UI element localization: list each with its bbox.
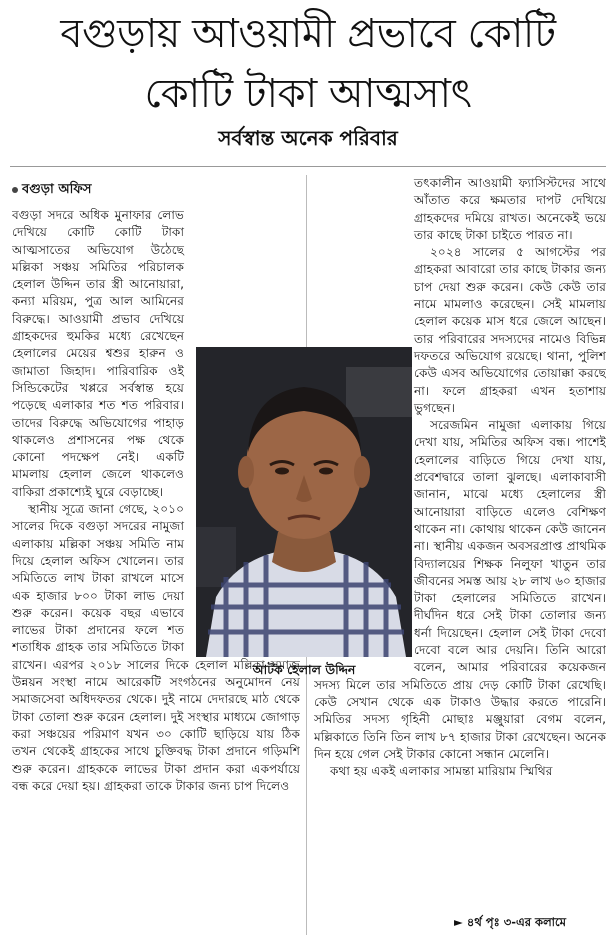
portrait-illustration <box>196 347 412 657</box>
top-divider <box>10 166 606 167</box>
portrait-photo <box>196 347 412 657</box>
bullet-icon <box>12 187 18 193</box>
right-paragraph-2: ২০২৪ সালের ৫ আগস্টের পর গ্রাহকরা আবারো তার কাছে টাকার জন্য চাপ দেয়া শুরু করেন। কেউ কেউ তার নামে মামলাও করেছেন। সেই মামলায় হেলাল কয়েক মাস ধরে জেলে আছেন। তার পরিবারের সদস্যদের নামেও বিভিন্ন দফতরে অভিযোগ রয়েছে। থানা, পুলিশ কেউ এসব অভিযোগের তোয়াক্কা করছে না। ফলে গ্রাহকরা এখন হতাশায় ভুগছেন। <box>414 245 606 415</box>
photo-caption: আটক হেলাল উদ্দিন <box>252 662 356 677</box>
left-paragraph-1: বগুড়া সদরে অধিক মুনাফার লোভ দেখিয়ে কোটি কোটি টাকা আত্মসাতের অভিযোগ উঠেছে মল্লিকা সঞ্চয় সমিতির পরিচালক হেলাল উদ্দিন তার স্ত্রী আনোয়ারা, কন্যা মরিয়ম, পুত্র আল আমিনের বিরুদ্ধে। আওয়ামী প্রভাব দেখিয়ে গ্রাহকদের হুমকির মধ্যে রেখেছেন হেলালের মেয়ের শ্বশুর হারুন ও জামাতা জিহাদ। পারিবারিক ওই সিন্ডিকেটের খপ্পরে সর্বস্বান্ত হয়ে পড়েছে এলাকার শত শত পরিবার। তাদের বিরুদ্ধে অভিযোগের পাহাড় থাকলেও প্রশাসনের পক্ষ থেকে কোনো পদক্ষেপ নেই। একটি মামলায় হেলাল জেলে থাকলেও বাকিরা প্রকাশ্যেই ঘুরে বেড়াচ্ছে। <box>12 208 184 499</box>
left-paragraph-2: স্থানীয় সূত্রে জানা গেছে, ২০১০ সালের দিকে বগুড়া সদরের নামুজা এলাকায় মল্লিকা সঞ্চয় সমিতি নাম দিয়ে হেলাল অফিস খোলেন। তার সমিতিতে লাখ টাকা রাখলে মাসে এক হাজার ৮০০ টাকা লাভ দেয়া শুরু করেন। কয়েক বছর এভাবে লাভের টাকা প্রদানের ফলে শত শতাধিক গ্রাহক তার সমিতিতে টাকা রাখেন। এরপর ২০১৮ সালের দিকে হেলাল মল্লিকা সমাজ উন্নয়ন সংস্থা নামে আরেকটি সংগঠনের অনুমোদন নেয় সমাজসেবা অধিদফতর থেকে। দুই নামে দেদারছে মাঠ থেকে টাকা তোলা শুরু করেন হেলাল। দুই সংস্থার মাধ্যমে জোগাড় করা সঞ্চয়ের পরিমাণ যখন ৩০ কোটি ছাড়িয়ে যায় ঠিক তখন থেকেই গ্রাহকের সাথে চুক্তিবদ্ধ টাকা প্রদানে গড়িমশি শুরু করেন। গ্রাহককে লাভের টাকা প্রদান করা একপর্যায়ে বন্ধ করে দেয়া হয়। গ্রাহকরা তাকে টাকার জন্য চাপ দিলেও <box>12 502 300 793</box>
byline <box>12 180 91 201</box>
continuation-marker-icon: ► <box>454 915 467 929</box>
subheadline: সর্বস্বান্ত অনেক পরিবার <box>218 126 398 150</box>
byline-text: বগুড়া অফিস <box>22 182 92 197</box>
continuation-note <box>454 914 566 933</box>
right-paragraph-1: তৎকালীন আওয়ামী ফ্যাসিস্টদের সাথে আঁতাত করে ক্ষমতার দাপট দেখিয়ে গ্রাহকদের দমিয়ে রাখত। অনেকেই ভয়ে তার কাছে টাকা চাইতে পারত না। <box>414 176 606 242</box>
headline-line-1: বগুড়ায় আওয়ামী প্রভাবে কোটি <box>60 11 556 57</box>
headline-line-2: কোটি টাকা আত্মসাৎ <box>144 71 472 117</box>
continuation-text: ৪র্থ পৃঃ ৩-এর কলামে <box>466 915 566 929</box>
right-paragraph-4: কথা হয় একই এলাকার সামন্তা মারিয়াম স্মিথির <box>330 764 553 779</box>
right-paragraph-3: সরেজমিন নামুজা এলাকায় গিয়ে দেখা যায়, সমিতির অফিস বন্ধ। পাশেই হেলালের বাড়িতে গিয়ে দেখা যায়, প্রবেশদ্বারে তালা ঝুলছে। এলাকাবাসী জানান, মাঝে মধ্যে হেলালের স্ত্রী আনোয়ারা বাড়িতে এলেও বেশিক্ষণ থাকেন না। কোথায় থাকেন কেউ জানেন না। স্থানীয় একজন অবসরপ্রাপ্ত প্রাথমিক বিদ্যালয়ের শিক্ষক নিলুফা খাতুন তার জীবনের সমস্ত আয় ২৮ লাখ ৬০ হাজার টাকা হেলালের সমিতিতে রাখেন। দীর্ঘদিন ধরে সেই টাকা তোলার জন্য ধর্না দিয়েছেন। হেলাল সেই টাকা দেবো দেবো বলে আর দেয়নি। তিনি আরো বলেন, আমার পরিবারের কয়েকজন সদস্য মিলে তার সমিতিতে প্রায় দেড় কোটি টাকা রেখেছি। কেউ সেখান থেকে এক টাকাও উদ্ধার করতে পারেনি। সমিতির সদস্য গৃহিনী মোছাঃ মঞ্জুয়ারা বেগম বলেন, মল্লিকাতে তিনি তিন লাখ ৮৭ হাজার টাকা রেখেছেন। অনেক দিন হয়ে গেল সেই টাকার কোনো সন্ধান মেলেনি। <box>314 418 606 761</box>
